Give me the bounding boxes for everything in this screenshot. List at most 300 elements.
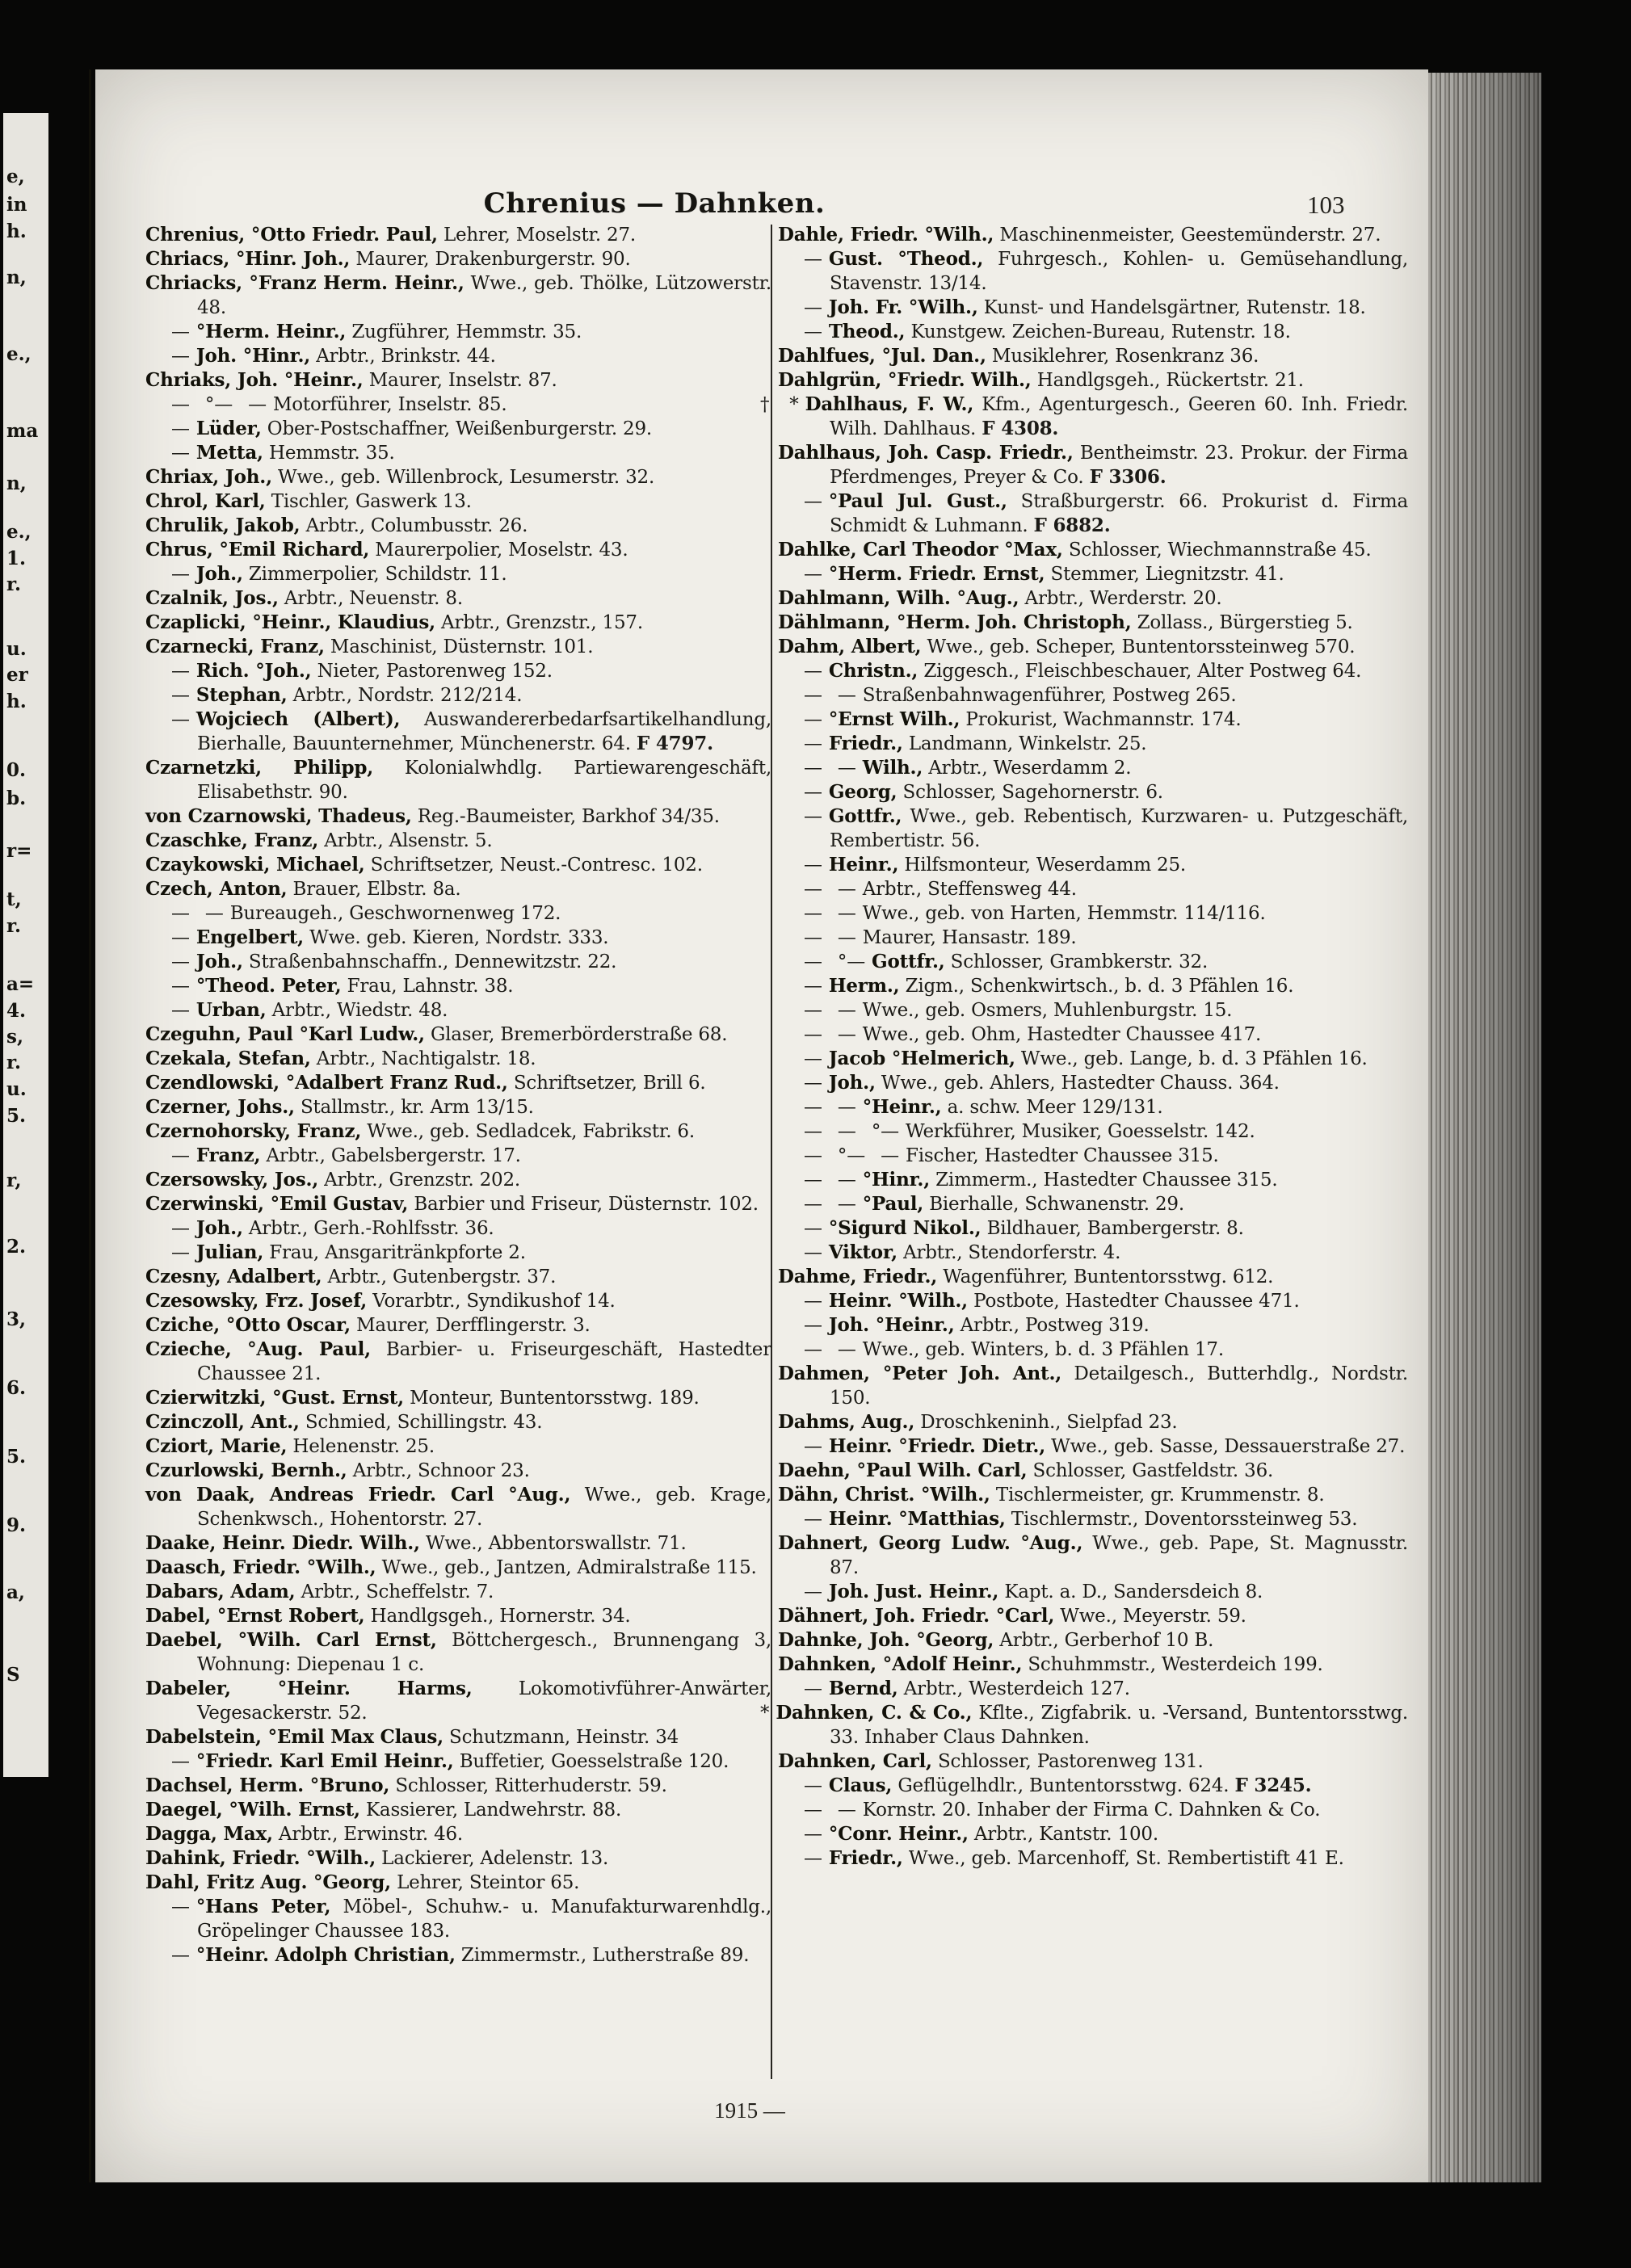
entry-name: Daegel, °Wilh. Ernst, bbox=[145, 1799, 360, 1821]
entry-name: Czalnik, Jos., bbox=[145, 587, 279, 609]
directory-entry bbox=[778, 926, 1408, 950]
repeat-dash-marker: — — °— bbox=[804, 1121, 899, 1142]
directory-column-left bbox=[145, 223, 771, 1968]
directory-entry bbox=[778, 877, 1408, 901]
directory-entry bbox=[778, 1313, 1408, 1338]
entry-name: Daehn, °Paul Wilh. Carl, bbox=[778, 1460, 1028, 1481]
entry-details: Wwe., geb. Sedladcek, Fabrikstr. 6. bbox=[361, 1121, 695, 1142]
directory-entry bbox=[778, 901, 1408, 926]
page-edge-fragment: e, bbox=[6, 166, 25, 187]
repeat-dash-marker: — bbox=[171, 1945, 190, 1966]
page-edge-fragment: r, bbox=[6, 1170, 22, 1191]
directory-entry bbox=[145, 344, 771, 368]
entry-name: °Theod. Peter, bbox=[195, 975, 342, 997]
entry-name: Czierwitzki, °Gust. Ernst, bbox=[145, 1387, 404, 1409]
entry-details: Straßenbahnschaffn., Dennewitzstr. 22. bbox=[242, 951, 617, 972]
entry-name: Heinr. °Friedr. Dietr., bbox=[828, 1435, 1046, 1457]
entry-name: von Czarnowski, Thadeus, bbox=[145, 805, 412, 827]
repeat-dash-marker: — bbox=[804, 1678, 822, 1699]
entry-name: °Ernst Wilh., bbox=[828, 708, 961, 730]
repeat-dash-marker: — bbox=[171, 709, 190, 730]
directory-entry bbox=[145, 417, 771, 441]
entry-name: Heinr. °Matthias, bbox=[828, 1508, 1006, 1530]
directory-entry bbox=[778, 659, 1408, 683]
directory-entry bbox=[145, 1749, 771, 1774]
entry-details: Wwe., geb. von Harten, Hemmstr. 114/116. bbox=[862, 903, 1266, 924]
repeat-dash-marker: — bbox=[171, 564, 190, 585]
entry-details: Arbtr., Kantstr. 100. bbox=[968, 1824, 1158, 1845]
entry-name: Chrus, °Emil Richard, bbox=[145, 539, 370, 561]
entry-details: Kflte., Zigfabrik. u. -Versand, Buntentorsstwg. 33. Inhaber Claus Dahnken. bbox=[830, 1703, 1408, 1748]
entry-name: Dahlgrün, °Friedr. Wilh., bbox=[778, 369, 1032, 391]
entry-details: Arbtr., Gerh.-Rohlfsstr. 36. bbox=[242, 1218, 494, 1239]
directory-entry bbox=[145, 1580, 771, 1604]
entry-details: Kfm., Agenturgesch., Geeren 60. Inh. Friedr. Wilh. Dahlhaus. bbox=[830, 394, 1409, 439]
directory-entry bbox=[145, 1338, 771, 1386]
entry-details: Arbtr., Weserdamm 2. bbox=[923, 758, 1132, 779]
entry-details: Wwe., geb. Lange, b. d. 3 Pfählen 16. bbox=[1015, 1048, 1368, 1069]
telephone-number: F 6882. bbox=[1033, 514, 1111, 536]
entry-name: Christn., bbox=[828, 660, 918, 682]
page-edge-fragment: h. bbox=[6, 691, 27, 712]
entry-name: Czarnetzki, Philipp, bbox=[145, 757, 374, 779]
repeat-dash-marker: — °— — bbox=[171, 394, 267, 415]
directory-entry bbox=[145, 950, 771, 974]
entry-details: Zugführer, Hemmstr. 35. bbox=[346, 321, 582, 342]
entry-name: Joh. °Heinr., bbox=[828, 1314, 955, 1336]
entry-name: Czinczoll, Ant., bbox=[145, 1411, 300, 1433]
entry-name: Dahnken, °Adolf Heinr., bbox=[778, 1653, 1023, 1675]
page-edge-fragment: S bbox=[6, 1664, 20, 1686]
page-edge-fragment: ma bbox=[6, 420, 39, 442]
entry-details: Arbtr., Grenzstr. 202. bbox=[318, 1170, 521, 1191]
directory-entry bbox=[145, 974, 771, 998]
entry-details: Werkführer, Musiker, Goesselstr. 142. bbox=[905, 1121, 1255, 1142]
directory-entry bbox=[145, 1725, 771, 1749]
entry-name: Dähn, Christ. °Wilh., bbox=[778, 1484, 990, 1506]
entry-name: Czerwinski, °Emil Gustav, bbox=[145, 1193, 409, 1215]
entry-details: Kolonialwhdlg. Partiewarengeschäft, Elisabethstr. 90. bbox=[197, 758, 771, 803]
directory-entry bbox=[145, 1144, 771, 1168]
repeat-dash-marker: — bbox=[804, 806, 822, 827]
directory-entry bbox=[778, 998, 1408, 1023]
directory-entry bbox=[145, 1071, 771, 1095]
directory-entry bbox=[778, 1459, 1408, 1483]
entry-name: Dahlfues, °Jul. Dan., bbox=[778, 345, 986, 367]
repeat-dash-marker: — bbox=[804, 1824, 822, 1845]
directory-entry bbox=[778, 1653, 1408, 1677]
entry-details: Arbtr., Columbusstr. 26. bbox=[300, 515, 528, 536]
repeat-dash-marker: — bbox=[804, 1848, 822, 1869]
directory-entry bbox=[778, 1119, 1408, 1144]
entry-name: Chriax, Joh., bbox=[145, 466, 272, 488]
repeat-dash-marker: — bbox=[804, 1315, 822, 1336]
directory-entry bbox=[145, 1216, 771, 1241]
directory-entry bbox=[145, 1895, 771, 1943]
entry-name: °Hinr., bbox=[862, 1169, 931, 1191]
directory-entry bbox=[145, 877, 771, 901]
directory-entry bbox=[778, 1071, 1408, 1095]
entry-name: Dabelstein, °Emil Max Claus, bbox=[145, 1726, 443, 1748]
entry-name: Czernohorsky, Franz, bbox=[145, 1120, 362, 1142]
repeat-dash-marker: — bbox=[171, 1242, 190, 1263]
repeat-dash-marker: — — bbox=[804, 1170, 856, 1191]
directory-column-right bbox=[760, 223, 1409, 1871]
entry-details: Bierhalle, Schwanenstr. 29. bbox=[923, 1194, 1184, 1215]
entry-details: Schriftsetzer, Brill 6. bbox=[507, 1073, 706, 1094]
entry-details: Arbtr., Grenzstr., 157. bbox=[435, 612, 643, 633]
entry-details: Maschinenmeister, Geestemünderstr. 27. bbox=[994, 225, 1381, 246]
entry-details: Zigm., Schenkwirtsch., b. d. 3 Pfählen 16. bbox=[899, 976, 1294, 997]
repeat-dash-marker: — bbox=[171, 951, 190, 972]
entry-name: Dahnken, C. & Co., bbox=[776, 1702, 973, 1724]
entry-details: Arbtr., Nachtigalstr. 18. bbox=[310, 1048, 536, 1069]
entry-details: Kunstgew. Zeichen-Bureau, Rutenstr. 18. bbox=[905, 321, 1291, 342]
entry-name: Julian, bbox=[195, 1241, 264, 1263]
repeat-dash-marker: — °— bbox=[804, 951, 866, 972]
entry-details: Zimmermstr., Lutherstraße 89. bbox=[455, 1945, 750, 1966]
directory-entry bbox=[145, 635, 771, 659]
entry-name: Dahnke, Joh. °Georg, bbox=[778, 1629, 994, 1651]
entry-name: Dagga, Max, bbox=[145, 1823, 273, 1845]
directory-entry bbox=[145, 1846, 771, 1871]
page-edge-fragment: n, bbox=[6, 267, 27, 288]
entry-name: Dähnert, Joh. Friedr. °Carl, bbox=[778, 1605, 1055, 1627]
directory-entry bbox=[778, 1338, 1408, 1362]
directory-entry bbox=[145, 611, 771, 635]
repeat-dash-marker: — bbox=[804, 1436, 822, 1457]
entry-name: Czarnecki, Franz, bbox=[145, 636, 325, 657]
entry-name: Joh. Fr. °Wilh., bbox=[828, 296, 978, 318]
entry-details: Schlosser, Pastorenweg 131. bbox=[931, 1751, 1204, 1772]
telephone-number: F 3245. bbox=[1234, 1774, 1312, 1796]
page-edge-fragment: 5. bbox=[6, 1105, 27, 1127]
page-edge-fragment: t, bbox=[6, 888, 22, 910]
entry-details: Straßburgerstr. 66. Prokurist d. Firma Schmidt & Luhmann. bbox=[830, 491, 1408, 536]
entry-details: Arbtr., Westerdeich 127. bbox=[897, 1678, 1130, 1699]
entry-details: Arbtr., Nordstr. 212/214. bbox=[287, 685, 523, 706]
page-edge-fragment: r= bbox=[6, 840, 32, 862]
repeat-dash-marker: — bbox=[804, 1218, 822, 1239]
entry-details: Wwe., geb. Sasse, Dessauerstraße 27. bbox=[1045, 1436, 1406, 1457]
entry-details: Arbtr., Gerberhof 10 B. bbox=[994, 1630, 1214, 1651]
entry-details: Wwe., geb. Rebentisch, Kurzwaren- u. Putzgeschäft, Rembertistr. 56. bbox=[830, 806, 1408, 851]
directory-entry bbox=[145, 1265, 771, 1289]
directory-entry bbox=[145, 1095, 771, 1119]
directory-entry bbox=[145, 1241, 771, 1265]
entry-details: Bentheimstr. 23. Prokur. der Firma Pferdmenges, Preyer & Co. bbox=[830, 443, 1408, 488]
page-header-title: Chrenius — Dahnken. bbox=[483, 187, 826, 220]
entry-details: Schmied, Schillingstr. 43. bbox=[299, 1412, 543, 1433]
entry-details: Prokurist, Wachmannstr. 174. bbox=[960, 709, 1242, 730]
entry-details: Wwe., geb. Krage, Schenkwsch., Hohentorstr. 27. bbox=[197, 1485, 771, 1530]
repeat-dash-marker: — bbox=[171, 1896, 190, 1917]
directory-entry bbox=[145, 1313, 771, 1338]
entry-name: °Conr. Heinr., bbox=[828, 1823, 969, 1845]
entry-details: Arbtr., Steffensweg 44. bbox=[862, 879, 1077, 900]
entry-details: Schutzmann, Heinstr. 34 bbox=[443, 1727, 679, 1748]
entry-name: Bernd, bbox=[828, 1678, 898, 1699]
entry-details: Wwe., geb., Jantzen, Admiralstraße 115. bbox=[376, 1557, 757, 1578]
entry-name: Heinr. °Wilh., bbox=[828, 1290, 968, 1312]
directory-entry bbox=[778, 562, 1408, 586]
entry-details: Handlgsgeh., Hornerstr. 34. bbox=[364, 1606, 631, 1627]
directory-entry bbox=[778, 1749, 1408, 1774]
repeat-dash-marker: — — bbox=[804, 1339, 856, 1360]
page-edge-fragment: in bbox=[6, 194, 27, 216]
repeat-dash-marker: — bbox=[171, 976, 190, 997]
entry-name: Dahlke, Carl Theodor °Max, bbox=[778, 539, 1063, 561]
telephone-number: F 4797. bbox=[636, 733, 713, 754]
directory-entry bbox=[145, 223, 771, 247]
entry-name: Czaschke, Franz, bbox=[145, 830, 319, 851]
directory-entry bbox=[145, 1677, 771, 1725]
directory-entry bbox=[778, 1846, 1408, 1871]
entry-details: Musiklehrer, Rosenkranz 36. bbox=[986, 346, 1259, 367]
entry-details: Brauer, Elbstr. 8a. bbox=[287, 879, 461, 900]
repeat-dash-marker: — — bbox=[804, 1097, 856, 1118]
directory-entry bbox=[778, 1241, 1408, 1265]
directory-entry bbox=[145, 998, 771, 1023]
directory-entry bbox=[778, 611, 1408, 635]
page-edge-fragment: n, bbox=[6, 472, 27, 494]
entry-details: Droschkeninh., Sielpfad 23. bbox=[914, 1412, 1178, 1433]
entry-name: Dabars, Adam, bbox=[145, 1581, 296, 1602]
directory-entry bbox=[778, 1531, 1408, 1580]
directory-entry bbox=[778, 683, 1408, 708]
entry-details: a. schw. Meer 129/131. bbox=[941, 1097, 1163, 1118]
entry-name: Joh., bbox=[195, 951, 243, 972]
repeat-dash-marker: — — bbox=[804, 1024, 856, 1045]
page-edge-fragment: u. bbox=[6, 638, 27, 660]
directory-entry bbox=[145, 393, 771, 417]
entry-name: Czeguhn, Paul °Karl Ludw., bbox=[145, 1023, 425, 1045]
entry-details: Arbtr., Brinkstr. 44. bbox=[310, 346, 496, 367]
directory-entry bbox=[145, 901, 771, 926]
entry-name: Chrenius, °Otto Friedr. Paul, bbox=[145, 224, 438, 246]
directory-entry bbox=[778, 1216, 1408, 1241]
entry-name: °Sigurd Nikol., bbox=[828, 1217, 982, 1239]
entry-name: Czesny, Adalbert, bbox=[145, 1266, 322, 1287]
entry-name: °Herm. Friedr. Ernst, bbox=[828, 563, 1045, 585]
directory-entry bbox=[145, 1556, 771, 1580]
directory-entry bbox=[145, 804, 771, 829]
entry-details: Ober-Postschaffner, Weißenburgerstr. 29. bbox=[261, 418, 653, 439]
page-edge-fragment: a, bbox=[6, 1581, 25, 1603]
entry-details: Wwe., geb. Ahlers, Hastedter Chauss. 364. bbox=[875, 1073, 1280, 1094]
directory-entry bbox=[145, 829, 771, 853]
directory-entry bbox=[778, 1628, 1408, 1653]
directory-entry bbox=[778, 441, 1408, 489]
repeat-dash-marker: † * bbox=[760, 394, 799, 415]
entry-details: Fuhrgesch., Kohlen- u. Gemüsehandlung, Stavenstr. 13/14. bbox=[830, 249, 1408, 294]
entry-name: °Herm. Heinr., bbox=[195, 321, 347, 342]
entry-details: Zimmerpolier, Schildstr. 11. bbox=[242, 564, 507, 585]
entry-name: Czersowsky, Jos., bbox=[145, 1169, 319, 1191]
page-edge-fragment: e., bbox=[6, 521, 32, 543]
entry-name: Viktor, bbox=[828, 1241, 897, 1263]
page-edge-fragment: er bbox=[6, 664, 28, 686]
directory-entry bbox=[145, 1289, 771, 1313]
entry-details: Monteur, Buntentorsstwg. 189. bbox=[403, 1388, 700, 1409]
page-edge-fragment: 5. bbox=[6, 1446, 27, 1468]
directory-entry bbox=[145, 659, 771, 683]
entry-details: Maurer, Hansastr. 189. bbox=[862, 927, 1077, 948]
directory-entry bbox=[760, 1701, 1408, 1749]
repeat-dash-marker: — — bbox=[804, 1000, 856, 1021]
repeat-dash-marker: — — bbox=[804, 903, 856, 924]
directory-entry bbox=[145, 1628, 771, 1677]
entry-name: Wojciech (Albert), bbox=[195, 708, 401, 730]
entry-name: Dahms, Aug., bbox=[778, 1411, 915, 1433]
directory-entry bbox=[778, 489, 1408, 538]
repeat-dash-marker: — bbox=[804, 661, 822, 682]
directory-entry bbox=[145, 926, 771, 950]
entry-details: Arbtr., Scheffelstr. 7. bbox=[295, 1581, 494, 1602]
repeat-dash-marker: — bbox=[804, 855, 822, 876]
page-number: 103 bbox=[1307, 191, 1345, 219]
directory-entry bbox=[778, 804, 1408, 853]
entry-name: Czech, Anton, bbox=[145, 878, 288, 900]
entry-name: Dahnken, Carl, bbox=[778, 1750, 932, 1772]
repeat-dash-marker: — bbox=[804, 733, 822, 754]
entry-details: Maurer, Drakenburgerstr. 90. bbox=[350, 249, 631, 270]
directory-entry bbox=[778, 344, 1408, 368]
entry-name: Czieche, °Aug. Paul, bbox=[145, 1338, 371, 1360]
entry-name: Dabeler, °Heinr. Harms, bbox=[145, 1678, 473, 1699]
entry-details: Arbtr., Erwinstr. 46. bbox=[272, 1824, 464, 1845]
repeat-dash-marker: — bbox=[171, 927, 190, 948]
directory-entry bbox=[778, 1023, 1408, 1047]
entry-name: Friedr., bbox=[828, 733, 903, 754]
page-edge-fragment: r. bbox=[6, 915, 22, 937]
entry-details: Schlosser, Gastfeldstr. 36. bbox=[1027, 1460, 1274, 1481]
entry-details: Glaser, Bremerbörderstraße 68. bbox=[424, 1024, 728, 1045]
entry-name: Cziche, °Otto Oscar, bbox=[145, 1314, 351, 1336]
entry-details: Stemmer, Liegnitzstr. 41. bbox=[1045, 564, 1284, 585]
entry-details: Wwe., geb. Thölke, Lützowerstr. 48. bbox=[197, 273, 771, 318]
directory-entry bbox=[145, 1386, 771, 1410]
directory-entry bbox=[145, 465, 771, 489]
entry-details: Tischler, Gaswerk 13. bbox=[265, 491, 472, 512]
directory-entry bbox=[778, 1798, 1408, 1822]
directory-entry bbox=[145, 538, 771, 562]
directory-entry bbox=[778, 1168, 1408, 1192]
entry-details: Schlosser, Ritterhuderstr. 59. bbox=[389, 1775, 667, 1796]
entry-name: Wilh., bbox=[862, 757, 923, 779]
directory-entry bbox=[778, 586, 1408, 611]
directory-entry bbox=[145, 1871, 771, 1895]
directory-entry bbox=[145, 1943, 771, 1968]
entry-name: Czerner, Johs., bbox=[145, 1096, 295, 1118]
entry-name: Dählmann, °Herm. Joh. Christoph, bbox=[778, 611, 1132, 633]
entry-details: Straßenbahnwagenführer, Postweg 265. bbox=[862, 685, 1237, 706]
directory-entry bbox=[778, 1289, 1408, 1313]
page-edge-fragment: 9. bbox=[6, 1514, 27, 1536]
directory-entry bbox=[778, 1434, 1408, 1459]
directory-entry bbox=[778, 1507, 1408, 1531]
entry-details: Lokomotivführer-Anwärter, Vegesackerstr. 52. bbox=[197, 1678, 771, 1724]
directory-entry bbox=[778, 538, 1408, 562]
entry-name: Chrol, Karl, bbox=[145, 490, 266, 512]
directory-entry bbox=[778, 780, 1408, 804]
directory-entry bbox=[145, 1604, 771, 1628]
directory-entry bbox=[145, 441, 771, 465]
directory-entry bbox=[145, 368, 771, 393]
directory-entry bbox=[778, 950, 1408, 974]
repeat-dash-marker: — bbox=[171, 661, 190, 682]
entry-name: °Heinr., bbox=[862, 1096, 942, 1118]
entry-name: Chriacs, °Hinr. Joh., bbox=[145, 248, 351, 270]
repeat-dash-marker: — bbox=[171, 1145, 190, 1166]
entry-name: von Daak, Andreas Friedr. Carl °Aug., bbox=[145, 1484, 571, 1506]
entry-name: Czaykowski, Michael, bbox=[145, 854, 365, 876]
repeat-dash-marker: — — bbox=[171, 903, 224, 924]
entry-name: Czesowsky, Frz. Josef, bbox=[145, 1290, 368, 1312]
directory-entry bbox=[145, 562, 771, 586]
entry-details: Arbtr., Gutenbergstr. 37. bbox=[322, 1266, 557, 1287]
entry-name: Lüder, bbox=[195, 418, 262, 439]
directory-entry bbox=[778, 1774, 1408, 1798]
repeat-dash-marker: — — bbox=[804, 927, 856, 948]
entry-details: Fischer, Hastedter Chaussee 315. bbox=[905, 1145, 1219, 1166]
entry-name: Joh., bbox=[195, 1217, 243, 1239]
page-edge-fragment: r. bbox=[6, 573, 22, 595]
entry-details: Hilfsmonteur, Weserdamm 25. bbox=[898, 855, 1187, 876]
entry-details: Schlosser, Sagehornerstr. 6. bbox=[897, 782, 1163, 803]
page-edge-fragment: e., bbox=[6, 343, 32, 365]
entry-name: Czendlowski, °Adalbert Franz Rud., bbox=[145, 1072, 508, 1094]
directory-entry bbox=[145, 489, 771, 514]
entry-name: Daebel, °Wilh. Carl Ernst, bbox=[145, 1629, 437, 1651]
directory-entry bbox=[778, 974, 1408, 998]
repeat-dash-marker: — bbox=[171, 1751, 190, 1772]
directory-entry bbox=[145, 756, 771, 804]
repeat-dash-marker: — bbox=[804, 249, 822, 270]
repeat-dash-marker: — — bbox=[804, 879, 856, 900]
page-edge-fragment: 2. bbox=[6, 1236, 27, 1258]
directory-entry bbox=[778, 1822, 1408, 1846]
page-edge-fragment: 1. bbox=[6, 548, 27, 569]
entry-details: Böttchergesch., Brunnengang 3, Wohnung: Diepenau 1 c. bbox=[197, 1630, 771, 1675]
directory-entry bbox=[778, 708, 1408, 732]
repeat-dash-marker: — — bbox=[804, 1800, 856, 1821]
entry-name: Dahink, Friedr. °Wilh., bbox=[145, 1847, 376, 1869]
directory-entry bbox=[778, 1144, 1408, 1168]
directory-entry bbox=[778, 1483, 1408, 1507]
entry-name: Friedr., bbox=[828, 1847, 903, 1869]
entry-name: Dahle, Friedr. °Wilh., bbox=[778, 224, 994, 246]
directory-entry bbox=[145, 1410, 771, 1434]
directory-entry bbox=[145, 586, 771, 611]
directory-page bbox=[95, 69, 1428, 2182]
page-edge-fragment: r. bbox=[6, 1052, 22, 1073]
entry-details: Auswandererbedarfsartikelhandlung, Bierhalle, Bauunternehmer, Münchenerstr. 64. bbox=[197, 709, 771, 754]
entry-details: Wwe., Abbentorswallstr. 71. bbox=[419, 1533, 687, 1554]
entry-details: Schriftsetzer, Neust.-Contresc. 102. bbox=[364, 855, 703, 876]
entry-details: Kassierer, Landwehrstr. 88. bbox=[359, 1800, 622, 1821]
repeat-dash-marker: — — bbox=[804, 758, 856, 779]
entry-details: Arbtr., Werderstr. 20. bbox=[1019, 588, 1222, 609]
entry-details: Wwe., geb. Marcenhoff, St. Rembertistift 41 E. bbox=[902, 1848, 1344, 1869]
entry-name: Stephan, bbox=[195, 684, 288, 706]
repeat-dash-marker: — bbox=[804, 1581, 822, 1602]
entry-name: °Heinr. Adolph Christian, bbox=[195, 1944, 456, 1966]
directory-entry bbox=[145, 1774, 771, 1798]
page-edge-fragment: h. bbox=[6, 220, 27, 242]
entry-details: Wwe. geb. Kieren, Nordstr. 333. bbox=[303, 927, 609, 948]
entry-name: °Friedr. Karl Emil Heinr., bbox=[195, 1750, 454, 1772]
